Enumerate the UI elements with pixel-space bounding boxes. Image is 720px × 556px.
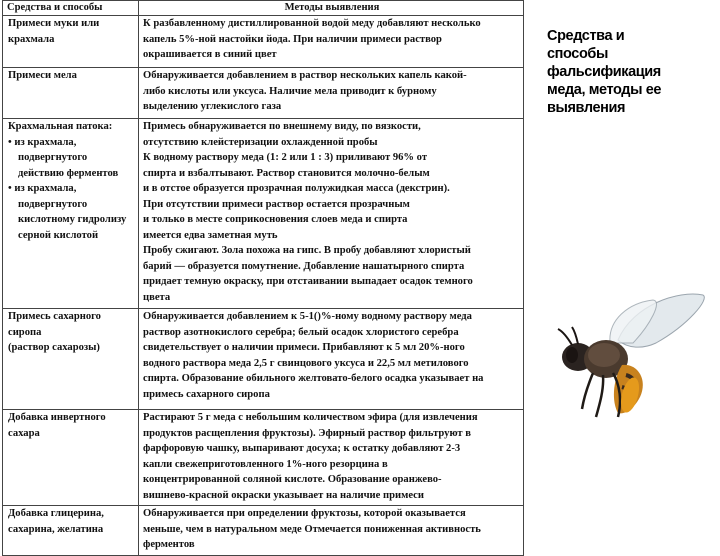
cell-line: свидетельствует о наличии примеси. Прибавляют к 5 мл 20%-ного [143,342,465,353]
cell-line: подвергнутого [18,152,88,163]
means-cell [3,16,139,68]
table-row [3,119,524,309]
cell-line: действию ферментов [18,167,119,179]
methods-cell [139,410,524,506]
table-row [3,506,524,556]
falsification-table [2,0,524,556]
bee-icon [538,285,718,445]
cell-line: Добавка глицерина, [8,508,104,519]
cell-line: К водному раствору меда (1: 2 или 1 : 3) приливают 96% от [143,152,428,163]
table-row [3,16,524,68]
means-cell [3,410,139,506]
cell-line: примесь сахарного сиропа [143,388,270,400]
cell-line: Обнаруживается добавлением в раствор нескольких капель какой- [143,70,467,81]
cell-line: сахара [8,427,40,439]
cell-line: придает темную окраску, при отстаивании выпадает осадок темного [143,276,473,287]
header-means: Средства и способы [3,1,139,16]
cell-line: подвергнутого [18,198,88,210]
cell-line: Добавка инвертного [8,412,106,423]
cell-line: сахарина, желатина [8,523,104,535]
cell-line: Примесь сахарного [8,311,101,322]
cell-line: спирта и взбалтывают. Раствор становится молочно-белым [143,167,430,179]
cell-line: Обнаруживается при определении фруктозы, которой оказывается [143,508,466,519]
cell-line: раствор азотнокислого серебра; белый осадок хлористого серебра [143,326,459,338]
cell-line: либо кислоты или уксуса. Наличие мела приводит к бурному [143,85,437,97]
title-line: способы [547,46,608,62]
cell-line: серной кислотой [18,229,99,241]
cell-line: При отсутствии примеси раствор остается прозрачным [143,198,410,210]
cell-line: К разбавленному дистиллированной водой меду добавляют несколько [143,18,481,29]
cell-line: (раствор сахарозы) [8,342,100,353]
header-methods: Методы выявления [139,1,524,16]
table-row [3,309,524,410]
cell-line: Обнаруживается добавлением к 5-1()%-ному водному раствору меда [143,311,472,322]
cell-line: кислотному гидролизу [18,214,127,225]
title-line: выявления [547,100,626,116]
cell-line: имеется едва заметная муть [143,229,278,241]
title-line: Средства и [547,28,625,44]
cell-line: цвета [143,291,171,303]
cell-line: барий — образуется помутнение. Добавление нашатырного спирта [143,260,465,272]
cell-line: отсутствию клейстеризации охлажденной пробы [143,136,378,148]
cell-line: и в отстое образуется прозрачная полужидкая масса (декстрин). [143,183,450,194]
cell-line: ферментов [143,539,195,550]
cell-line: вишнево-красной окраски указывает на наличие примеси [143,489,424,501]
means-cell [3,309,139,410]
cell-line: Растирают 5 г меда с небольшим количеством эфира (для извлечения [143,412,478,423]
cell-line: Примесь обнаруживается по внешнему виду, по вязкости, [143,121,421,132]
cell-line: • из крахмала, [8,181,136,197]
cell-line: окрашивается в синий цвет [143,49,277,60]
cell-line: Примеси мела [8,70,77,81]
cell-line: • из крахмала, [8,135,136,151]
cell-line: Примеси муки или [8,18,100,29]
table-row [3,410,524,506]
means-cell [3,119,139,309]
title-line: фальсификация [547,64,661,80]
title-line: меда, методы ее [547,82,662,98]
slide-title [547,27,707,117]
cell-line: концентрированной соляной кислоте. Образование оранжево- [143,474,442,485]
cell-line: капель 5%-ной настойки йода. При наличии примеси раствор [143,33,442,45]
methods-cell [139,68,524,119]
cell-line: сиропа [8,326,42,338]
table-header-row [3,1,524,16]
methods-cell [139,16,524,68]
table-row [3,68,524,119]
cell-line: продуктов расщепления фруктозы). Эфирный раствор фильтруют в [143,427,471,439]
cell-line: капли свежеприготовленного 1%-ного резорцина в [143,458,388,470]
cell-line: фарфоровую чашку, выпаривают досуха; к остатку добавляют 2-3 [143,443,461,454]
methods-cell [139,119,524,309]
cell-line: Крахмальная патока: [8,121,113,132]
cell-line: меньше, чем в натуральном меде Отмечается пониженная активность [143,523,481,535]
means-cell [3,506,139,556]
cell-line: Пробу сжигают. Зола похожа на гипс. В пробу добавляют хлористый [143,245,471,256]
means-cell [3,68,139,119]
methods-cell [139,309,524,410]
cell-line: крахмала [8,33,55,45]
cell-line: и только в месте соприкосновения слоев меда и спирта [143,214,408,225]
cell-line: спирта. Образование обильного желтовато-белого осадка указывает на [143,373,484,384]
cell-line: выделению углекислого газа [143,101,282,112]
methods-cell [139,506,524,556]
cell-line: водного раствора меда 2,5 г свинцового уксуса и 22,5 мл метилового [143,357,469,369]
